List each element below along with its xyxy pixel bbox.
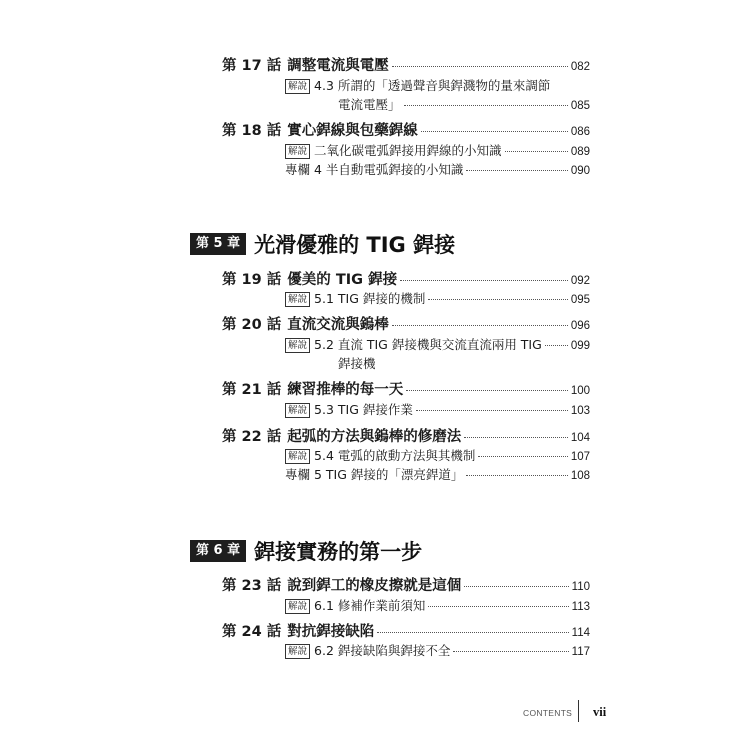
page-number: 096 [570, 320, 590, 332]
episode-title: 說到銲工的橡皮擦就是這個 [287, 578, 462, 594]
episode-label: 第 21 話 [222, 382, 282, 398]
toc-entry-sec-4-3 [285, 76, 590, 94]
dot-leader [406, 390, 568, 391]
episode-title: 實心銲線與包藥銲線 [287, 123, 418, 139]
page-number: 107 [570, 451, 590, 463]
episode-label: 第 17 話 [222, 58, 282, 74]
episode-title: 調整電流與電壓 [287, 58, 389, 74]
toc-entry-ep22 [222, 425, 590, 445]
section-title-continued: 銲接機 [338, 356, 376, 371]
toc-entry-ep20 [222, 313, 590, 333]
dot-leader [464, 586, 568, 587]
dot-leader [392, 325, 568, 326]
column-title: 專欄 4 半自動電弧銲接的小知識 [285, 162, 464, 177]
toc-entry-ep18 [222, 119, 590, 139]
page-number: 086 [570, 126, 590, 138]
toc-entry-column-5 [285, 465, 590, 483]
episode-label: 第 23 話 [222, 578, 282, 594]
toc-entry-sec-5-3 [285, 400, 590, 418]
dot-leader [392, 66, 568, 67]
toc-entry-sec-5-2-cont [338, 354, 590, 372]
page-number: 108 [570, 470, 590, 482]
dot-leader [416, 410, 568, 411]
page-number: 117 [571, 646, 590, 658]
dot-leader [453, 651, 568, 652]
section-title: 5.1 TIG 銲接的機制 [314, 291, 426, 306]
episode-label: 第 18 話 [222, 123, 282, 139]
dot-leader [377, 632, 568, 633]
chapter-title: 銲接實務的第一步 [254, 540, 423, 564]
dot-leader [478, 456, 567, 457]
section-title: 6.2 銲接缺陷與銲接不全 [314, 643, 451, 658]
episode-title: 直流交流與鎢棒 [287, 317, 389, 333]
toc-entry-ep24 [222, 620, 590, 640]
page-number: 095 [570, 294, 590, 306]
toc-entry-sec-5-4 [285, 446, 590, 464]
dot-leader [404, 105, 568, 106]
section-title: 5.2 直流 TIG 銲接機與交流直流兩用 TIG [314, 337, 542, 352]
toc-entry-sec-6-1 [285, 596, 590, 614]
episode-title: 優美的 TIG 銲接 [287, 272, 398, 288]
chapter-number-badge: 第 6 章 [190, 540, 246, 562]
footer-contents-label: CONTENTS [523, 708, 573, 718]
dot-leader [545, 345, 568, 346]
page-number: 082 [570, 61, 590, 73]
toc-entry-sec-6-2 [285, 641, 590, 659]
episode-label: 第 20 話 [222, 317, 282, 333]
page-number: 104 [570, 432, 590, 444]
page-number: 099 [570, 340, 590, 352]
chapter-title: 光滑優雅的 TIG 銲接 [254, 233, 456, 257]
dot-leader [464, 437, 568, 438]
chapter-number-badge: 第 5 章 [190, 233, 246, 255]
commentary-badge: 解說 [285, 644, 310, 659]
episode-title: 練習推棒的每一天 [287, 382, 404, 398]
page-number: 085 [570, 100, 590, 112]
dot-leader [421, 131, 568, 132]
page-number: 103 [570, 405, 590, 417]
dot-leader [400, 280, 568, 281]
episode-title: 對抗銲接缺陷 [287, 624, 375, 640]
section-title: 二氧化碳電弧銲接用銲線的小知識 [314, 143, 502, 158]
section-title: 4.3 所謂的「透過聲音與銲濺物的量來調節 [314, 78, 551, 93]
dot-leader [428, 299, 567, 300]
commentary-badge: 解說 [285, 403, 310, 418]
section-title: 5.3 TIG 銲接作業 [314, 402, 413, 417]
page-number: 100 [570, 385, 590, 397]
commentary-badge: 解說 [285, 338, 310, 353]
toc-entry-column-4 [285, 160, 590, 178]
page-number: 092 [570, 275, 590, 287]
footer-page-number: vii [593, 705, 607, 719]
toc-entry-sec-5-2 [285, 335, 590, 353]
commentary-badge: 解說 [285, 79, 310, 94]
episode-title: 起弧的方法與鎢棒的修磨法 [287, 429, 462, 445]
page-number: 113 [571, 601, 590, 613]
column-title: 專欄 5 TIG 銲接的「漂亮銲道」 [285, 467, 464, 482]
commentary-badge: 解說 [285, 144, 310, 159]
toc-entry-ep19 [222, 268, 590, 288]
section-title: 5.4 電弧的啟動方法與其機制 [314, 448, 476, 463]
dot-leader [428, 606, 568, 607]
footer-divider [578, 700, 579, 722]
episode-label: 第 19 話 [222, 272, 282, 288]
toc-entry-ep17 [222, 54, 590, 74]
commentary-badge: 解說 [285, 292, 310, 307]
toc-entry-sec-5-1 [285, 289, 590, 307]
page-number: 089 [570, 146, 590, 158]
dot-leader [505, 151, 568, 152]
page-number: 110 [571, 581, 590, 593]
episode-label: 第 24 話 [222, 624, 282, 640]
chapter-heading-5 [190, 229, 455, 259]
page-number: 114 [571, 627, 590, 639]
chapter-heading-6 [190, 536, 422, 566]
page-number: 090 [570, 165, 590, 177]
commentary-badge: 解說 [285, 599, 310, 614]
section-title: 6.1 修補作業前須知 [314, 598, 426, 613]
dot-leader [466, 170, 567, 171]
commentary-badge: 解說 [285, 449, 310, 464]
section-title-continued: 電流電壓」 [338, 97, 401, 112]
toc-entry-ep23 [222, 574, 590, 594]
dot-leader [466, 475, 567, 476]
toc-entry-sec-4-3-cont [338, 95, 590, 113]
toc-entry-ep21 [222, 378, 590, 398]
episode-label: 第 22 話 [222, 429, 282, 445]
toc-entry-sec-co2 [285, 141, 590, 159]
